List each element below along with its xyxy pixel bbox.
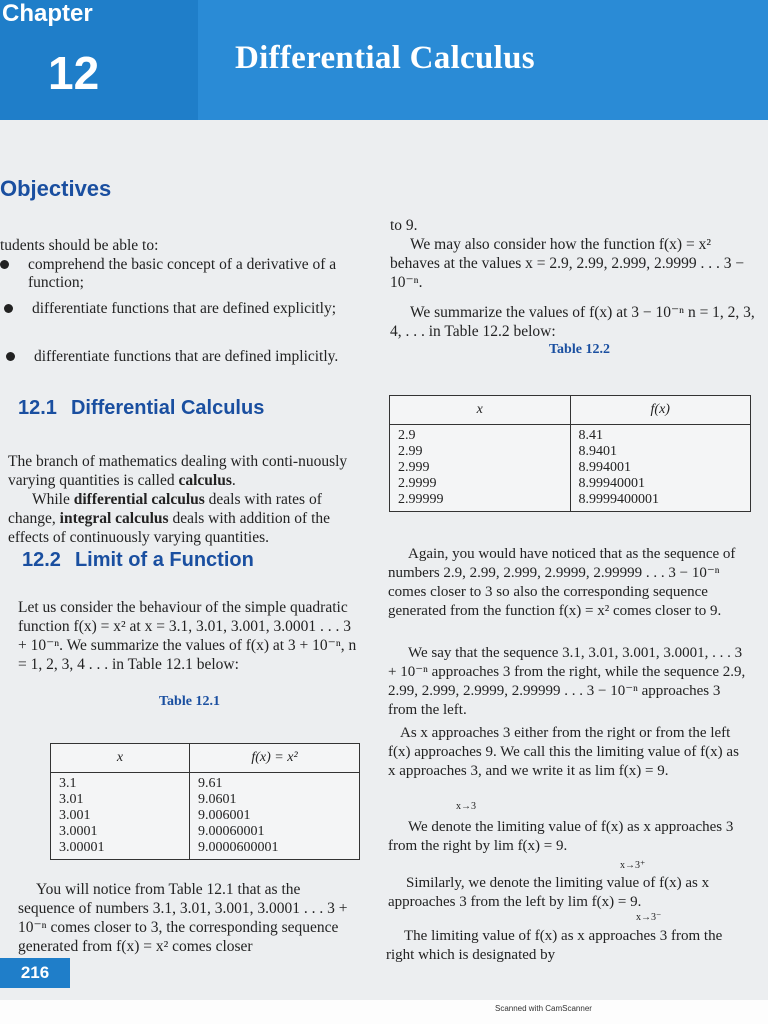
table-header-x: x	[51, 744, 190, 773]
chapter-number: 12	[48, 47, 100, 99]
chapter-title: Differential Calculus	[235, 40, 535, 76]
paragraph-approaches-sides: We say that the sequence 3.1, 3.01, 3.001, 3.0001, . . . 3 + 10⁻ⁿ approaches 3 from the right, while the sequence 2.9, 2.99, 2.999, 2.9999, 2.99999 . . . 3 − 10⁻ⁿ approaches 3 from the left.	[388, 645, 746, 718]
table-12-2	[389, 395, 751, 512]
paragraph-limiting-value: As x approaches 3 either from the right or from the left f(x) approaches 9. We call this the limiting value of f(x) as x approaches 3, and we write it as lim f(x) = 9.	[388, 725, 739, 779]
paragraph-consider-function: We may also consider how the function f(x) = x² behaves at the values x = 2.9, 2.99, 2.999, 2.9999 . . . 3 − 10⁻ⁿ.	[390, 236, 745, 291]
chapter-word: Chapter	[2, 0, 93, 27]
limit-subscript: x→3⁻	[636, 912, 662, 923]
table-cell-f-values: 8.41 8.9401 8.994001 8.99940001 8.9999400001	[570, 425, 751, 512]
table-12-1	[50, 743, 360, 860]
bullet-icon	[6, 352, 15, 361]
section-heading-12-2: 12.2 Limit of a Function	[22, 549, 254, 571]
paragraph-limit-intro: Let us consider the behaviour of the simple quadratic function f(x) = x² at x = 3.1, 3.01, 3.001, 3.0001 . . . 3 + 10⁻ⁿ. We summarize the values of f(x) at 3 + 10⁻ⁿ, n = 1, 2, 3, 4 . . . in Table 12.1 below:	[18, 599, 357, 673]
paragraph-again-noticed: Again, you would have noticed that as the sequence of numbers 2.9, 2.99, 2.999, 2.9999, 2.99999 . . . 3 − 10⁻ⁿ comes closer to 3 so also the corresponding sequence generated from the function f(x) = x² comes closer to 9.	[388, 546, 736, 619]
table-12-2-caption: Table 12.2	[549, 342, 610, 357]
paragraph-left-limit: Similarly, we denote the limiting value of f(x) as x approaches 3 from the left by lim f(x) = 9.	[388, 875, 710, 910]
limit-subscript: x→3⁺	[620, 860, 646, 871]
page-number: 216	[0, 958, 70, 988]
objectives-intro: tudents should be able to:	[0, 237, 159, 254]
paragraph-right-limit: We denote the limiting value of f(x) as x approaches 3 from the right by lim f(x) = 9.	[388, 819, 734, 854]
objective-item: differentiate functions that are defined implicitly.	[34, 348, 360, 366]
table-header-fx: f(x)	[570, 396, 751, 425]
table-cell-f-values: 9.61 9.0601 9.006001 9.00060001 9.0000600001	[190, 773, 360, 860]
paragraph-to-9: to 9.	[390, 217, 418, 234]
table-header-fx: f(x) = x²	[190, 744, 360, 773]
paragraph-calculus-branches: While differential calculus deals with rates of change, integral calculus deals with addition of the effects of continuously varying quantities.	[8, 491, 331, 546]
paragraph-right-designated: The limiting value of f(x) as x approaches 3 from the right which is designated by	[386, 928, 723, 963]
limit-subscript: x→3	[456, 801, 476, 812]
objectives-heading: Objectives	[0, 176, 112, 201]
chapter-badge	[0, 0, 198, 120]
bullet-icon	[0, 260, 9, 269]
objective-item: comprehend the basic concept of a derivative of a function;	[28, 256, 363, 292]
table-cell-x-values: 3.1 3.01 3.001 3.0001 3.00001	[51, 773, 190, 860]
paragraph-summarize-12-2: We summarize the values of f(x) at 3 − 10⁻ⁿ n = 1, 2, 3, 4, . . . in Table 12.2 below:	[390, 304, 755, 340]
section-heading-12-1: 12.1 Differential Calculus	[18, 397, 265, 419]
objective-item: differentiate functions that are defined explicitly;	[32, 300, 360, 318]
paragraph-table-12-1-notice: You will notice from Table 12.1 that as the sequence of numbers 3.1, 3.01, 3.001, 3.0001 . . . 3 + 10⁻ⁿ comes closer to 3, the corresponding sequence generated from f(x) = x² comes closer	[18, 881, 348, 955]
scanner-watermark: Scanned with CamScanner	[495, 1004, 592, 1013]
table-cell-x-values: 2.9 2.99 2.999 2.9999 2.99999	[390, 425, 571, 512]
paragraph-calculus-definition: The branch of mathematics dealing with conti-nuously varying quantities is called calculus.	[8, 453, 348, 489]
table-12-1-caption: Table 12.1	[159, 694, 220, 709]
bullet-icon	[4, 304, 13, 313]
table-header-x: x	[390, 396, 571, 425]
